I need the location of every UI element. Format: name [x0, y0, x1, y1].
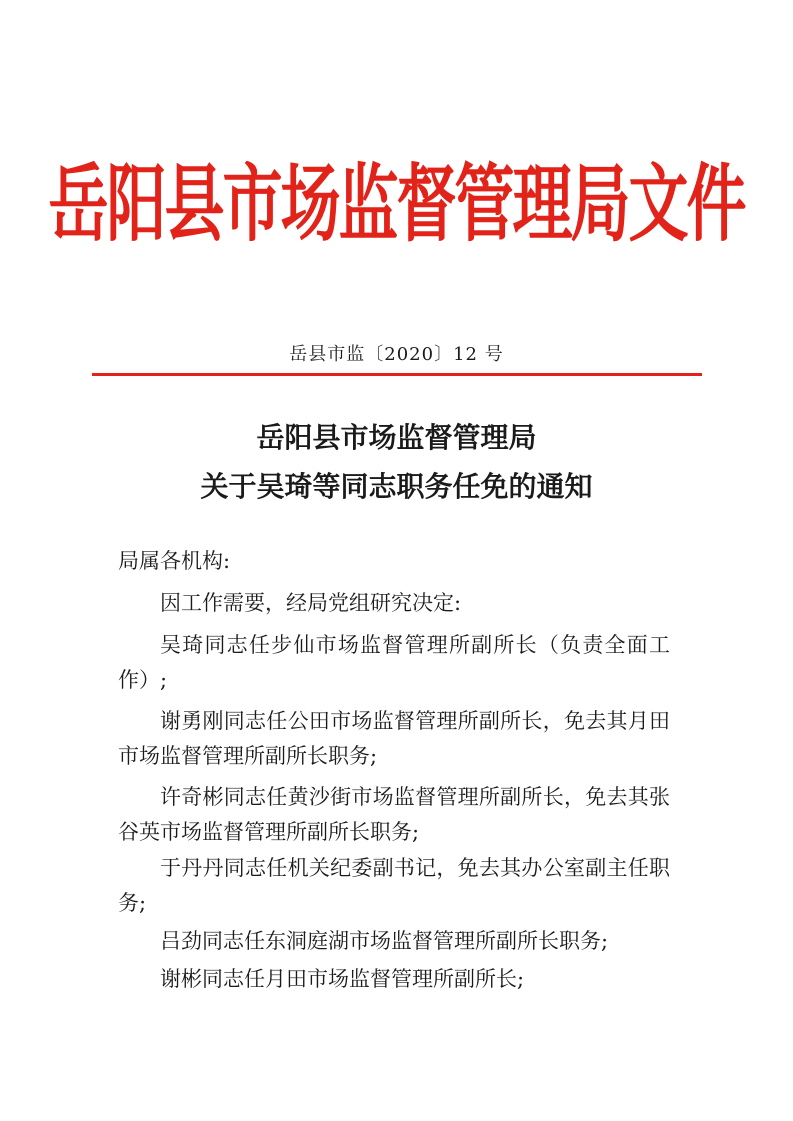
salutation: 局属各机构: — [118, 549, 231, 573]
appointment-item-2-line-2: 市场监督管理所副所长职务; — [118, 744, 378, 768]
notice-title-line-1: 岳阳县市场监督管理局 — [256, 421, 537, 454]
appointment-item-1-line-1: 吴琦同志任步仙市场监督管理所副所长（负责全面工 — [160, 633, 670, 657]
red-header-title — [0, 150, 793, 260]
appointment-item-3-line-2: 谷英市场监督管理所副所长职务; — [118, 820, 420, 844]
appointment-item-4-line-1: 于丹丹同志任机关纪委副书记，免去其办公室副主任职 — [160, 856, 670, 880]
intro-paragraph: 因工作需要，经局党组研究决定: — [160, 591, 462, 615]
red-divider-line — [92, 373, 702, 376]
appointment-item-6: 谢彬同志任月田市场监督管理所副所长; — [160, 967, 525, 991]
appointment-item-4-line-2: 务; — [118, 891, 147, 915]
appointment-item-5: 吕劲同志任东洞庭湖市场监督管理所副所长职务; — [160, 929, 609, 953]
appointment-item-2-line-1: 谢勇刚同志任公田市场监督管理所副所长，免去其月田 — [160, 709, 670, 733]
document-number: 岳县市监〔2020〕12 号 — [289, 344, 504, 365]
appointment-item-1-line-2: 作）; — [118, 668, 168, 692]
notice-title-line-2: 关于吴琦等同志职务任免的通知 — [200, 470, 593, 503]
red-header-text: 岳阳县市场监督管理局文件 — [48, 156, 745, 254]
appointment-item-3-line-1: 许奇彬同志任黄沙街市场监督管理所副所长，免去其张 — [160, 785, 670, 809]
